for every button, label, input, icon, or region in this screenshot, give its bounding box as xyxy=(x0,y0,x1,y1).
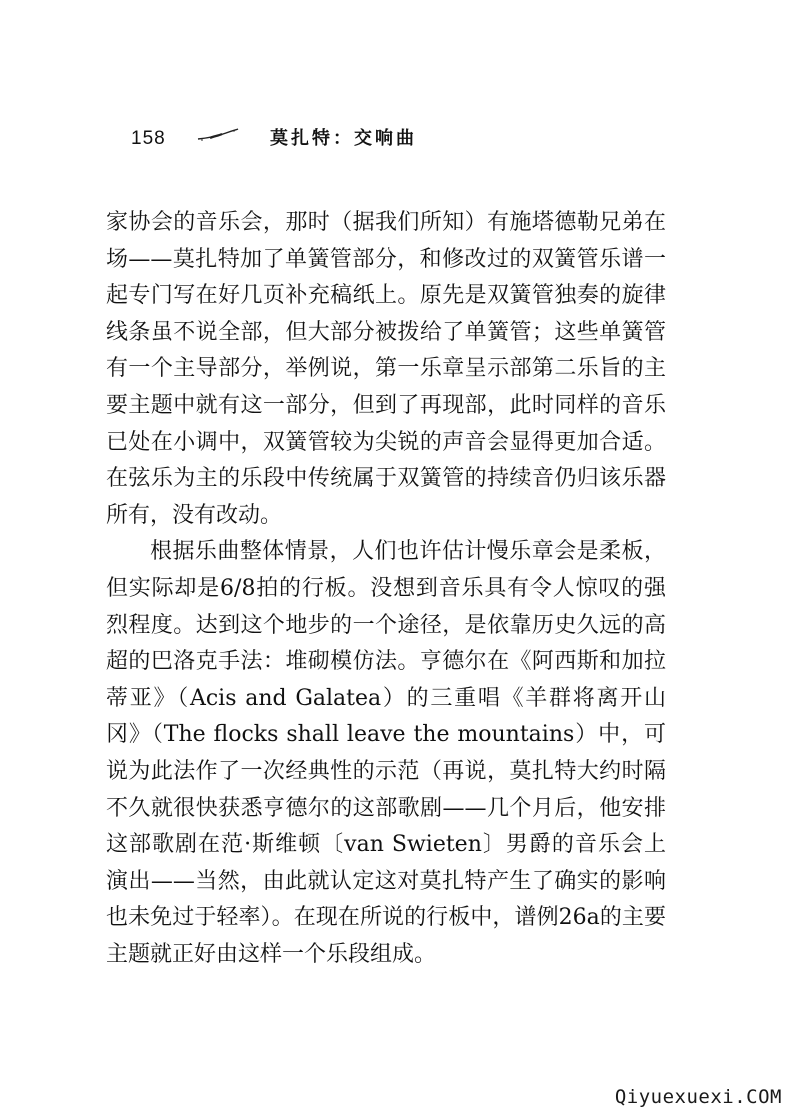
body-text xyxy=(106,205,666,973)
ornament-flourish-icon xyxy=(196,128,240,142)
page-number: 158 xyxy=(131,128,166,149)
running-title: 莫扎特：交响曲 xyxy=(270,128,417,149)
paragraph: 家协会的音乐会，那时（据我们所知）有施塔德勒兄弟在场——莫扎特加了单簧管部分，和修改过的双簧管乐谱一起专门写在好几页补充稿纸上。原先是双簧管独奏的旋律线条虽不说全部，但大部分被拨给了单簧管；这些单簧管有一个主导部分，举例说，第一乐章呈示部第二乐旨的主要主题中就有这一部分，但到了再现部，此时同样的音乐已处在小调中，双簧管较为尖锐的声音会显得更加合适。在弦乐为主的乐段中传统属于双簧管的持续音仍归该乐器所有，没有改动。 xyxy=(106,210,666,528)
paragraph: 根据乐曲整体情景，人们也许估计慢乐章会是柔板，但实际却是6/8拍的行板。没想到音乐具有令人惊叹的强烈程度。达到这个地步的一个途径，是依靠历史久远的高超的巴洛克手法：堆砌模仿法。亨德尔在《阿西斯和加拉蒂亚》（Acis and Galatea）的三重唱《羊群将离开山冈》（The flocks shall leave the mountains）中，可说为此法作了一次经典性的示范（再说，莫扎特大约时隔不久就很快获悉亨德尔的这部歌剧——几个月后，他安排这部歌剧在范·斯维顿〔van Swieten〕男爵的音乐会上演出——当然，由此就认定这对莫扎特产生了确实的影响也未免过于轻率）。在现在所说的行板中，谱例26a的主要主题就正好由这样一个乐段组成。 xyxy=(106,539,666,967)
site-watermark: Qiyuexuexi.COM xyxy=(614,1086,782,1108)
